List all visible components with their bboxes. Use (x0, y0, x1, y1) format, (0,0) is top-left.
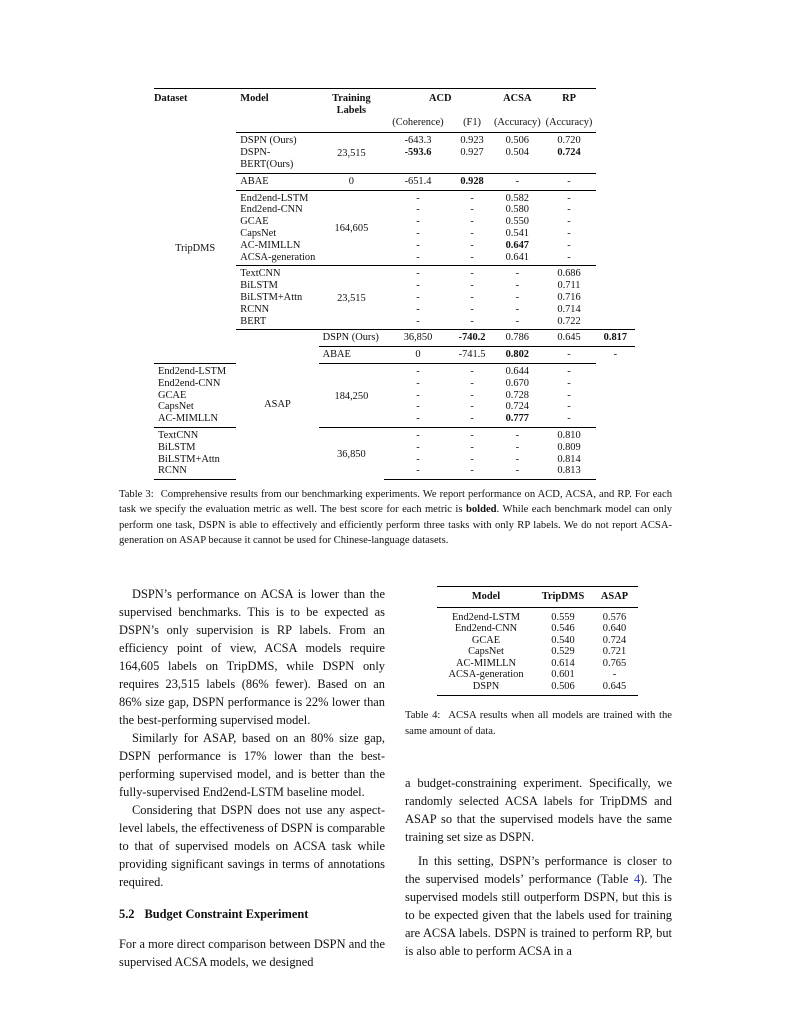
cell-coherence: - (416, 303, 420, 315)
cell-tripdms: 0.601 (551, 669, 575, 680)
cell-rp: - (567, 377, 571, 389)
cell-labels: 36,850 (319, 427, 385, 479)
cell-f1: - (452, 465, 493, 479)
cell-model: CapsNet (468, 646, 504, 657)
header-acd-f1: (F1) (463, 116, 481, 128)
table-row (154, 378, 635, 390)
header-dataset: Dataset (154, 89, 236, 117)
table-row (154, 465, 635, 479)
cell-rp: 0.722 (557, 315, 581, 327)
cell-f1: - (470, 389, 474, 401)
table-row (437, 646, 638, 658)
cell-asap: 0.576 (602, 611, 627, 623)
table-4-caption (405, 708, 672, 739)
cell-acsa: 0.504 (505, 147, 529, 159)
right-column (405, 774, 672, 960)
cell-asap: 0.724 (602, 634, 627, 646)
cell-coherence: - (416, 239, 420, 251)
cell-acsa: 0.582 (492, 190, 542, 204)
cell-model: BERT (240, 315, 267, 327)
cell-model: AC-MIMLLN (158, 413, 219, 425)
table-4-caption-label: Table 4: (405, 710, 441, 721)
cell-rp: - (542, 363, 595, 377)
cell-coherence: - (416, 389, 420, 401)
cell-acsa: 0.550 (505, 216, 529, 228)
paragraph: DSPN’s performance on ACSA is lower than the supervised benchmarks. This is to be expected as DSPN’s only supervision is RP labels. From an efficiency point of view, ACSA models require 164,605 labels on TripDMS, while DSPN only requires 23,515 labels (86% fewer). Based on an 86% size gap, DSPN performance is 22% lower than the best-performing supervised model. (119, 587, 385, 727)
cell-acsa: 0.644 (492, 363, 542, 377)
cell-rp: - (567, 413, 571, 425)
table-row (437, 607, 638, 623)
cell-rp: 0.711 (557, 280, 581, 292)
cell-acsa: 0.506 (492, 133, 542, 147)
paragraph (405, 852, 672, 960)
cell-asap: - (612, 669, 617, 680)
cell-rp: - (567, 389, 571, 401)
header-acd: ACD (384, 89, 492, 117)
table-4 (437, 586, 638, 696)
cell-acsa: 0.541 (505, 227, 529, 239)
cell-acsa: 0.641 (505, 251, 529, 263)
paragraph: Considering that DSPN does not use any aspect-level labels, the effectiveness of DSPN is comparable to that of supervised models on ACSA task while providing significant savings in terms of annotations required. (119, 803, 385, 889)
cell-acsa: 0.777 (505, 413, 529, 425)
cell-f1: 0.927 (460, 147, 484, 159)
paragraph: a budget-constraining experiment. Specifically, we randomly selected ACSA labels for TripDMS and ASAP so that the supervised models have the same training set size as DSPN. (405, 776, 672, 844)
table-row (154, 454, 635, 466)
cell-labels: 164,605 (319, 190, 385, 266)
cell-model: AC-MIMLLN (455, 657, 517, 669)
table-row (154, 427, 635, 441)
cell-rp: 0.813 (542, 465, 595, 479)
cell-coherence: -593.6 (404, 147, 432, 159)
cell-model: BiLSTM (158, 441, 196, 453)
cell-coherence: - (416, 453, 420, 465)
table-3-caption-bold: bolded (465, 504, 497, 516)
cell-f1: - (470, 227, 474, 239)
table-subheader-row (154, 117, 635, 133)
cell-tripdms: 0.506 (535, 681, 591, 696)
cell-rp: - (596, 347, 635, 364)
cell-acsa: - (515, 315, 520, 327)
cell-f1: - (470, 239, 474, 251)
cell-model: End2end-LSTM (451, 611, 521, 623)
cell-rp: 0.714 (557, 303, 581, 315)
table-row (437, 658, 638, 670)
cell-acsa: - (492, 173, 542, 190)
table-4-caption-text: ACSA results when all models are trained with the same amount of data. (405, 710, 672, 737)
table-row (437, 681, 638, 696)
cell-acsa: - (515, 441, 520, 453)
cell-f1: - (452, 427, 493, 441)
cell-tripdms: 0.559 (551, 611, 575, 623)
cell-model: CapsNet (158, 401, 194, 413)
cell-rp: 0.810 (542, 427, 595, 441)
cell-f1: - (470, 453, 474, 465)
cell-model: GCAE (471, 634, 501, 646)
cell-coherence: -741.5 (452, 347, 493, 364)
cell-rp: - (567, 239, 571, 251)
cell-rp: - (567, 216, 571, 228)
cell-model: TextCNN (154, 427, 236, 441)
cell-rp: 0.720 (542, 133, 595, 147)
header-asap: ASAP (591, 587, 638, 608)
cell-tripdms: 0.529 (551, 646, 575, 657)
cell-f1: - (470, 315, 474, 327)
table-4-reference-link[interactable]: 4 (633, 872, 641, 886)
cell-coherence: -651.4 (384, 173, 452, 190)
cell-labels: 23,515 (319, 133, 385, 173)
cell-rp: - (567, 251, 571, 263)
cell-acsa: - (492, 465, 542, 479)
cell-asap: 0.640 (602, 623, 627, 634)
cell-f1: 0.923 (452, 133, 493, 147)
cell-coherence: - (416, 216, 420, 228)
cell-rp: - (542, 190, 595, 204)
cell-coherence: - (416, 315, 420, 327)
cell-f1: - (470, 401, 474, 413)
cell-rp: 0.817 (596, 330, 635, 347)
cell-model: DSPN (Ours) (319, 330, 385, 347)
cell-tripdms: 0.540 (551, 634, 575, 646)
table-row (154, 363, 635, 377)
cell-tripdms: 0.546 (551, 623, 575, 634)
table-row (437, 635, 638, 647)
cell-model: DSPN (437, 681, 535, 696)
paragraph-text: In this setting, DSPN’s performance is closer to the supervised models’ performance (Table (405, 854, 672, 886)
cell-model: RCNN (154, 465, 236, 479)
cell-coherence: - (384, 363, 452, 377)
cell-rp: 0.814 (557, 453, 581, 465)
header-rp: RP (542, 89, 595, 117)
section-number: 5.2 (119, 907, 135, 921)
dataset-asap: ASAP (236, 330, 318, 480)
table-header-row (154, 89, 635, 117)
header-rp-sub: (Accuracy) (545, 116, 593, 128)
cell-acsa: - (492, 266, 542, 280)
cell-model: GCAE (240, 216, 269, 228)
cell-coherence: - (416, 413, 420, 425)
table-header-row (437, 587, 638, 608)
table-row (154, 442, 635, 454)
cell-f1: - (470, 291, 474, 303)
cell-coherence: - (384, 465, 452, 479)
section-title: Budget Constraint Experiment (144, 907, 309, 921)
table-row (437, 669, 638, 681)
cell-model: End2end-CNN (158, 377, 221, 389)
cell-f1: - (470, 441, 474, 453)
table-row (154, 390, 635, 402)
cell-model: BiLSTM (240, 280, 278, 292)
cell-rp: - (542, 173, 595, 190)
cell-model: GCAE (158, 389, 187, 401)
cell-rp: 0.716 (557, 291, 581, 303)
cell-f1: - (470, 204, 474, 216)
cell-asap: 0.645 (591, 681, 638, 696)
cell-model: ACSA-generation (240, 251, 316, 263)
cell-coherence: - (416, 204, 420, 216)
cell-f1: - (470, 216, 474, 228)
cell-acsa: 0.647 (505, 239, 529, 251)
cell-labels: 0 (319, 173, 385, 190)
header-tripdms: TripDMS (535, 587, 591, 608)
cell-acsa: - (542, 347, 595, 364)
cell-model: End2end-CNN (454, 623, 518, 634)
cell-model: ACSA-generation (448, 669, 524, 680)
cell-tripdms: 0.614 (551, 657, 575, 669)
cell-labels: 23,515 (319, 266, 385, 330)
cell-rp: 0.686 (542, 266, 595, 280)
cell-f1: - (470, 303, 474, 315)
cell-acsa: - (492, 427, 542, 441)
cell-f1: - (470, 251, 474, 263)
cell-acsa: 0.645 (542, 330, 595, 347)
cell-f1: - (452, 190, 493, 204)
cell-model: ABAE (236, 173, 318, 190)
cell-model: BiLSTM+Attn (240, 291, 303, 303)
table-3 (154, 88, 635, 480)
cell-labels: 36,850 (384, 330, 452, 347)
cell-coherence: - (416, 280, 420, 292)
cell-rp: 0.809 (557, 441, 581, 453)
cell-coherence: - (416, 251, 420, 263)
cell-f1: 0.928 (452, 173, 493, 190)
header-model: Model (437, 587, 535, 608)
cell-acsa: - (515, 303, 520, 315)
cell-model: End2end-LSTM (236, 190, 318, 204)
cell-coherence: - (416, 377, 420, 389)
cell-coherence: - (384, 190, 452, 204)
cell-f1: 0.802 (492, 347, 542, 364)
header-acd-coherence: (Coherence) (392, 116, 444, 128)
cell-f1: - (452, 363, 493, 377)
cell-coherence: -740.2 (452, 330, 493, 347)
cell-model: End2end-CNN (240, 204, 303, 216)
table-row (154, 413, 635, 427)
paragraph: For a more direct comparison between DSPN and the supervised ACSA models, we designed (119, 937, 385, 969)
cell-asap: 0.721 (602, 646, 627, 657)
cell-model: End2end-LSTM (154, 363, 236, 377)
table-row (154, 133, 635, 147)
paragraph: Similarly for ASAP, based on an 80% size gap, DSPN performance is 17% lower than the best-performing supervised model, and is better than the fully-supervised End2end-LSTM baseline model. (119, 731, 385, 799)
cell-coherence: - (416, 227, 420, 239)
header-acsa: ACSA (492, 89, 542, 117)
section-heading (119, 905, 385, 923)
cell-model: BiLSTM+Attn (158, 453, 220, 465)
header-model: Model (236, 89, 318, 117)
cell-asap: 0.765 (602, 657, 627, 669)
cell-acsa: - (515, 280, 520, 292)
cell-coherence: - (416, 441, 420, 453)
table-3-caption-text-end: . While each benchmark model can only perform one task, DSPN is able to effectively and efficiently perform three tasks with only RP labels. We do not report ACSA-generation on ASAP because it cannot be used for Chinese-language datasets. (119, 504, 672, 546)
cell-acsa: - (515, 453, 520, 465)
left-column (119, 585, 385, 971)
table-3-caption-label: Table 3: (119, 489, 154, 500)
header-acsa-sub: (Accuracy) (493, 116, 541, 128)
cell-labels: 0 (384, 347, 452, 364)
table-row (437, 623, 638, 635)
cell-acsa: 0.670 (505, 377, 529, 389)
table-3-caption (119, 487, 672, 548)
cell-rp: - (567, 401, 571, 413)
cell-f1: - (470, 280, 474, 292)
cell-coherence: - (416, 291, 420, 303)
cell-coherence: - (384, 427, 452, 441)
cell-acsa: 0.728 (505, 389, 529, 401)
table-3-caption-text: Comprehensive results from our benchmarking experiments. We report performance on ACD, ACSA, and RP. For each task we specify the evaluation metric as well. The best score for each metric is (119, 489, 673, 516)
cell-acsa: - (515, 291, 520, 303)
cell-model: DSPN-BERT(Ours) (240, 147, 294, 170)
cell-rp: - (567, 204, 571, 216)
cell-model: TextCNN (236, 266, 318, 280)
table-row (154, 401, 635, 413)
cell-labels: 184,250 (319, 363, 385, 427)
cell-coherence: - (384, 266, 452, 280)
cell-model: DSPN (Ours) (236, 133, 318, 147)
cell-coherence: - (416, 401, 420, 413)
cell-f1: - (470, 413, 474, 425)
cell-model: ABAE (319, 347, 385, 364)
cell-f1: - (470, 377, 474, 389)
cell-acsa: 0.724 (505, 401, 529, 413)
header-training-labels: Training Labels (319, 89, 385, 117)
cell-acsa: 0.580 (505, 204, 529, 216)
cell-model: RCNN (240, 303, 270, 315)
cell-rp: - (567, 227, 571, 239)
cell-coherence: -643.3 (384, 133, 452, 147)
cell-f1: 0.786 (492, 330, 542, 347)
dataset-tripdms: TripDMS (175, 243, 216, 255)
cell-f1: - (452, 266, 493, 280)
paragraph-text-end: ). The supervised models still outperform DSPN, but this is to be expected given that the labels used for training are ACSA labels. DSPN is trained to perform RP, but is also able to perform ACSA in a (405, 872, 672, 958)
cell-rp: 0.724 (557, 147, 581, 159)
cell-model: AC-MIMLLN (240, 239, 301, 251)
cell-model: CapsNet (240, 227, 277, 239)
